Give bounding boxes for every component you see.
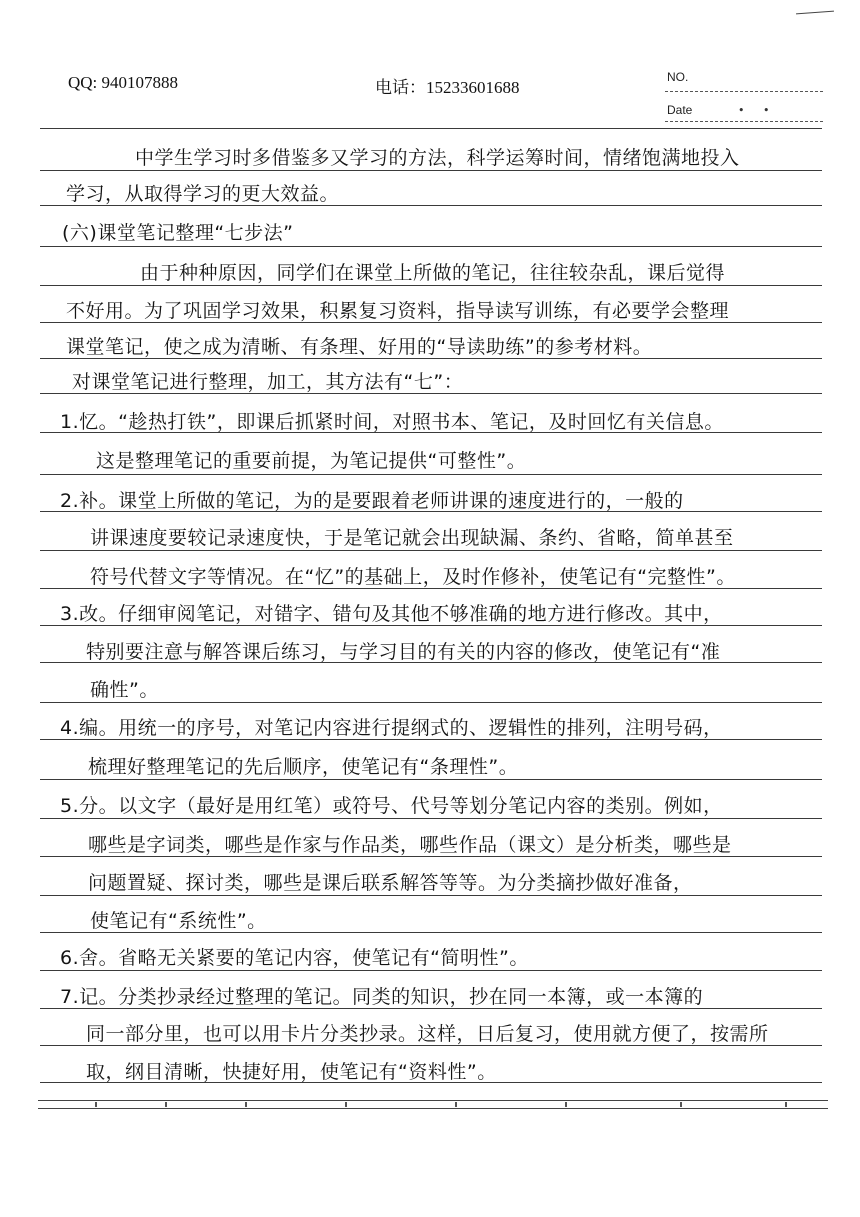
ruled-line — [40, 818, 822, 819]
phone-number: 电话：15233601688 — [375, 78, 520, 97]
step-item: 1.忆。“趁热打铁”，即课后抓紧时间，对照书本、笔记，及时回忆有关信息。 — [60, 411, 724, 433]
rule-tick — [95, 1102, 97, 1107]
text-line: 确性”。 — [90, 679, 159, 701]
ruled-line — [40, 895, 822, 896]
ruled-line — [40, 246, 822, 247]
ruled-line — [40, 170, 822, 171]
step-item: 4.编。用统一的序号，对笔记内容进行提纲式的、逻辑性的排列，注明号码， — [60, 717, 723, 739]
ruled-line — [40, 702, 822, 703]
ruled-line — [40, 128, 822, 129]
text-line: 由于种种原因，同学们在课堂上所做的笔记，往往较杂乱，课后觉得 — [140, 262, 726, 284]
no-dash-line — [665, 91, 823, 92]
ruled-line — [40, 970, 822, 971]
text-line: 不好用。为了巩固学习效果，积累复习资料，指导读写训练，有必要学会整理 — [66, 300, 730, 322]
text-line: 中学生学习时多借鉴多又学习的方法，科学运筹时间，情绪饱满地投入 — [135, 147, 740, 169]
rule-tick — [680, 1102, 682, 1107]
text-line: 梳理好整理笔记的先后顺序，使笔记有“条理性”。 — [88, 756, 519, 778]
text-line: 对课堂笔记进行整理，加工，其方法有“七”： — [72, 371, 464, 393]
text-line: 同一部分里，也可以用卡片分类抄录。这样，日后复习，使用就方便了，按需所 — [86, 1023, 769, 1045]
bottom-rule — [38, 1108, 828, 1109]
text-line: 问题置疑、探讨类，哪些是课后联系解答等等。为分类摘抄做好准备， — [88, 872, 693, 894]
step-item: 5.分。以文字（最好是用红笔）或符号、代号等划分笔记内容的类别。例如， — [60, 795, 723, 817]
corner-pen-mark — [796, 11, 834, 15]
step-item: 7.记。分类抄录经过整理的笔记。同类的知识，抄在同一本簿，或一本簿的 — [60, 986, 704, 1008]
date-dot: • — [763, 104, 770, 117]
ruled-line — [40, 285, 822, 286]
rule-tick — [165, 1102, 167, 1107]
step-item: 3.改。仔细审阅笔记，对错字、错句及其他不够准确的地方进行修改。其中， — [60, 603, 723, 625]
section-heading: (六)课堂笔记整理“七步法” — [62, 222, 294, 244]
ruled-line — [40, 779, 822, 780]
no-label: NO. — [667, 70, 689, 84]
date-label: Date — [667, 103, 693, 117]
text-line: 特别要注意与解答课后练习，与学习目的有关的内容的修改，使笔记有“准 — [86, 641, 721, 663]
ruled-line — [40, 474, 822, 475]
date-dot: • — [738, 104, 745, 117]
step-item: 6.舍。省略无关紧要的笔记内容，使笔记有“简明性”。 — [60, 947, 529, 969]
rule-tick — [785, 1102, 787, 1107]
text-line: 符号代替文字等情况。在“忆”的基础上，及时作修补，使笔记有“完整性”。 — [90, 566, 736, 588]
rule-tick — [245, 1102, 247, 1107]
text-line: 使笔记有“系统性”。 — [90, 910, 267, 932]
text-line: 这是整理笔记的重要前提，为笔记提供“可整性”。 — [96, 450, 527, 472]
text-line: 课堂笔记，使之成为清晰、有条理、好用的“导读助练”的参考材料。 — [66, 336, 653, 358]
rule-tick — [455, 1102, 457, 1107]
text-line: 讲课速度要较记录速度快，于是笔记就会出现缺漏、条约、省略，简单甚至 — [90, 527, 734, 549]
text-line: 学习，从取得学习的更大效益。 — [66, 183, 340, 205]
rule-tick — [565, 1102, 567, 1107]
date-dash-line — [665, 121, 823, 122]
ruled-line — [40, 550, 822, 551]
text-line: 哪些是字词类，哪些是作家与作品类，哪些作品（课文）是分析类，哪些是 — [88, 834, 732, 856]
rule-tick — [345, 1102, 347, 1107]
text-line: 取，纲目清晰，快捷好用，使笔记有“资料性”。 — [86, 1061, 497, 1083]
step-item: 2.补。课堂上所做的笔记，为的是要跟着老师讲课的速度进行的，一般的 — [60, 490, 684, 512]
bottom-rule — [38, 1100, 828, 1101]
qq-number: QQ: 940107888 — [68, 73, 179, 92]
